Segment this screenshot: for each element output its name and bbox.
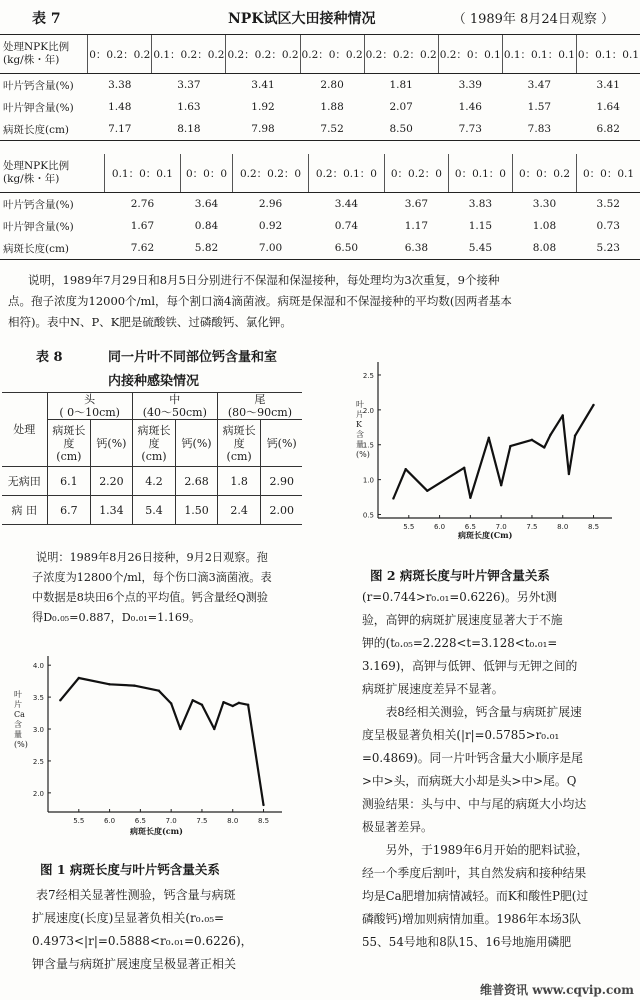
- text-line: 另外，于1989年6月开始的肥料试验，: [362, 843, 589, 857]
- table7-label: 表 7: [32, 11, 61, 27]
- table7-title: NPK试区大田接种情况: [228, 11, 376, 27]
- figure1-chart: [20, 640, 290, 852]
- treatment-cell: 0.1：0.1：0.1: [502, 35, 576, 74]
- note-line: 得D₀.₀₅=0.887，D₀.₀₁=1.169。: [32, 611, 201, 624]
- table7-block1-header: [0, 35, 88, 74]
- table7-block2-header: [0, 154, 105, 193]
- data-cell: 3.37: [177, 79, 201, 91]
- sub-line: 病斑长: [137, 423, 171, 437]
- data-point: [158, 690, 160, 692]
- figure1-caption: 图 1 病斑长度与叶片钙含量关系: [40, 862, 220, 877]
- x-tick-label: 7.5: [196, 817, 208, 825]
- data-cell: 0.73: [596, 220, 620, 232]
- figure2-caption: 图 2 病斑长度与叶片钾含量关系: [370, 568, 550, 583]
- data-cell: 8.50: [364, 118, 438, 141]
- figure2-xlabel: 病斑长度(Cm): [458, 530, 513, 540]
- sub-line: (cm): [56, 449, 82, 463]
- position-name: 头: [84, 393, 96, 406]
- lesion-subheader: [217, 420, 261, 467]
- row-label: 病斑长度(cm): [0, 118, 88, 141]
- text-line: 度呈极显著负相关(|r|=0.5785>r₀.₀₁: [362, 728, 560, 742]
- table-row: [0, 237, 640, 260]
- data-cell: 8.08: [512, 237, 576, 260]
- data-cell: 1.46: [458, 101, 482, 113]
- header-line2: (kg/株・年): [3, 54, 60, 66]
- data-cell: 3.38: [108, 79, 132, 91]
- data-point: [405, 468, 407, 470]
- ca-subheader: 钙(%): [91, 420, 133, 467]
- text-line: 表7经相关显著性测验，钙含量与病斑: [36, 888, 236, 902]
- data-point: [262, 804, 264, 806]
- treatment-cell: 0.2：0：0.1: [438, 35, 502, 74]
- right-body-text: [362, 586, 638, 954]
- table8-note: [32, 548, 316, 628]
- text-line: 验，高钾的病斑扩展速度显著大于不施: [362, 613, 563, 627]
- data-point: [238, 702, 240, 704]
- data-point: [179, 728, 181, 730]
- data-point: [562, 414, 564, 416]
- sub-line: 度: [148, 436, 160, 450]
- data-cell: 5.82: [180, 237, 232, 260]
- sub-line: (cm): [226, 449, 252, 463]
- text-line: 钾含量与病斑扩展速度呈极显著正相关: [32, 957, 237, 971]
- text-line: 均是Ca肥增加病情减轻。而K和酸性P肥(过: [362, 889, 589, 903]
- data-cell: 2.76: [130, 198, 155, 210]
- data-cell: 1.57: [527, 101, 552, 113]
- y-tick-label: 2.0: [362, 406, 374, 415]
- x-tick-label: 7.5: [526, 523, 538, 531]
- text-line: 病斑扩展速度差异不显著。: [362, 682, 504, 696]
- sub-line: (cm): [141, 449, 167, 463]
- x-tick-label: 8.5: [257, 817, 270, 825]
- treatment-cell: 0.2：0.2：0.2: [364, 35, 438, 74]
- row-label: 无病田: [2, 467, 47, 496]
- data-cell: 7.00: [233, 237, 309, 260]
- sub-line: 度: [63, 436, 75, 450]
- y-tick-label: 4.0: [32, 662, 44, 671]
- data-point: [531, 439, 533, 441]
- y-tick-label: 0.5: [362, 511, 374, 520]
- table8: [2, 392, 302, 525]
- data-cell: 1.92: [251, 101, 275, 113]
- x-tick-label: 8.0: [557, 523, 569, 531]
- y-tick-label: 2.0: [32, 789, 44, 798]
- data-cell: 3.64: [194, 198, 219, 210]
- row-label: 叶片钾含量(%): [3, 220, 74, 233]
- data-cell: 3.41: [251, 79, 275, 91]
- data-cell: 3.39: [458, 79, 482, 91]
- data-cell: 0.92: [258, 220, 283, 232]
- treatment-cell: 0.1：0：0.1: [105, 154, 181, 193]
- data-point: [568, 473, 570, 475]
- treatment-cell: 0：0.1：0: [448, 154, 512, 193]
- data-point: [201, 704, 203, 706]
- ca-subheader: 钙(%): [176, 420, 218, 467]
- data-point: [392, 497, 394, 499]
- data-cell: 1.48: [108, 101, 132, 113]
- data-cell: 2.00: [261, 496, 302, 525]
- note-line: 子浓度为12800个/ml，每个伤口滴3滴菌液。表: [32, 571, 272, 584]
- note-line: 相符)。表中N、P、K肥是硫酸铁、过磷酸钙、氯化钾。: [8, 315, 292, 329]
- data-cell: 1.67: [130, 220, 155, 232]
- treatment-header: 处理: [2, 393, 47, 467]
- data-point: [469, 497, 471, 499]
- data-point: [500, 484, 502, 486]
- position-name: 中: [169, 393, 181, 406]
- treatment-cell: 0：0.2：0: [384, 154, 448, 193]
- data-point: [426, 490, 428, 492]
- data-cell: 2.80: [320, 79, 344, 91]
- treatment-cell: 0.1：0.2：0.2: [152, 35, 226, 74]
- data-cell: 1.64: [596, 101, 620, 113]
- table7-block2: [0, 154, 640, 260]
- lesion-subheader: [47, 420, 91, 467]
- position-header: [132, 393, 217, 420]
- text-line: 55、54号地和8队15、16号地施用磷肥: [362, 935, 572, 949]
- data-cell: 1.88: [320, 101, 344, 113]
- table7-note: [8, 270, 628, 333]
- data-cell: 7.17: [88, 118, 152, 141]
- x-tick-label: 6.0: [434, 523, 446, 531]
- text-line: 钾的(t₀.₀₅=2.228<t=3.128<t₀.₀₁=: [362, 636, 558, 650]
- x-tick-label: 8.0: [227, 817, 239, 825]
- y-tick-label: 2.5: [32, 757, 44, 766]
- figure1-xlabel: 病斑长度(cm): [130, 826, 183, 836]
- table-row: [2, 467, 302, 496]
- data-cell: 5.45: [448, 237, 512, 260]
- table7-block1: [0, 34, 640, 141]
- data-point: [192, 699, 194, 701]
- text-line: (r=0.744>r₀.₀₁=0.6226)。另外t测: [362, 590, 558, 604]
- data-cell: 3.67: [404, 198, 429, 210]
- treatment-cell: 0：0.2：0.2: [88, 35, 152, 74]
- data-cell: 3.47: [527, 79, 552, 91]
- series-line: [60, 678, 263, 805]
- table8-title-line1: 同一片叶不同部位钙含量和室: [108, 350, 278, 365]
- data-cell: 1.17: [404, 220, 429, 232]
- data-point: [509, 445, 511, 447]
- data-cell: 2.68: [176, 467, 218, 496]
- data-point: [488, 437, 490, 439]
- treatment-cell: 0.2：0.2：0.2: [226, 35, 300, 74]
- treatment-cell: 0：0：0.1: [576, 154, 640, 193]
- x-tick-label: 5.5: [73, 817, 85, 825]
- table-row: [0, 74, 640, 97]
- figure2-ylabel: 叶片K含量(%): [356, 400, 370, 459]
- table-row: [0, 118, 640, 141]
- data-cell: 6.38: [384, 237, 448, 260]
- position-range: ( 0～10cm): [59, 406, 120, 419]
- watermark: 维普资讯 www.cqvip.com: [480, 983, 634, 997]
- text-line: >中>头，而病斑大小却是头>中>尾。Q: [362, 774, 577, 788]
- data-cell: 7.83: [502, 118, 576, 141]
- ca-subheader: 钙(%): [261, 420, 302, 467]
- data-point: [592, 404, 594, 406]
- data-cell: 3.83: [468, 198, 493, 210]
- data-cell: 2.90: [261, 467, 302, 496]
- y-tick-label: 1.5: [362, 441, 374, 450]
- table8-label: 表 8: [36, 350, 63, 365]
- x-tick-label: 5.5: [403, 523, 415, 531]
- text-line: 极显著差异。: [362, 820, 433, 834]
- x-tick-label: 6.0: [104, 817, 116, 825]
- text-line: 扩展速度(长度)呈显著负相关(r₀.₀₅=: [32, 911, 225, 925]
- sub-line: 度: [233, 436, 245, 450]
- x-tick-label: 6.5: [464, 523, 476, 531]
- row-label: 病 田: [2, 496, 47, 525]
- data-cell: 0.84: [194, 220, 219, 232]
- data-point: [59, 699, 61, 701]
- data-point: [78, 677, 80, 679]
- x-tick-label: 7.0: [495, 523, 507, 531]
- data-cell: 2.07: [389, 101, 413, 113]
- series-line: [393, 405, 593, 499]
- sub-line: 病斑长: [52, 423, 86, 437]
- data-cell: 2.4: [217, 496, 261, 525]
- note-line: 点。孢子浓度为12000个/ml，每个割口滴4滴菌液。病斑是保湿和不保湿接种的平均数(因两者基本: [8, 294, 512, 308]
- data-cell: 2.20: [91, 467, 133, 496]
- data-cell: 1.34: [91, 496, 133, 525]
- position-header: [47, 393, 132, 420]
- position-range: (40～50cm): [142, 406, 207, 419]
- row-label: 病斑长度(cm): [0, 237, 105, 260]
- treatment-cell: 0：0.1：0.1: [576, 35, 640, 74]
- note-line: 说明：1989年8月26日接种，9月2日观察。孢: [36, 551, 268, 564]
- data-cell: 4.2: [132, 467, 176, 496]
- text-line: 磷酸钙)增加则病情加重。1986年本场3队: [362, 912, 582, 926]
- data-cell: 0.74: [334, 220, 359, 232]
- text-line: 经一个季度后割叶，其自然发病和接种结果: [362, 866, 587, 880]
- table-row: [2, 496, 302, 525]
- table8-title-line2: 内接种感染情况: [108, 374, 200, 389]
- x-tick-label: 7.0: [165, 817, 177, 825]
- treatment-cell: 0.2：0.1：0: [308, 154, 384, 193]
- figure1-ylabel: 叶片Ca含量(%): [14, 690, 28, 749]
- text-line: 3.169)，高钾与低钾、低钾与无钾之间的: [362, 659, 578, 673]
- data-cell: 1.50: [176, 496, 218, 525]
- data-cell: 1.63: [177, 101, 201, 113]
- data-cell: 5.23: [576, 237, 640, 260]
- text-line: =0.4869)。同一片叶钙含量大小顺序是尾: [362, 751, 583, 765]
- left-body-text: [32, 884, 321, 976]
- treatment-cell: 0.2：0：0.2: [300, 35, 364, 74]
- x-tick-label: 8.5: [587, 523, 600, 531]
- position-name: 尾: [254, 393, 266, 406]
- row-label: 叶片钾含量(%): [3, 101, 74, 114]
- data-point: [247, 704, 249, 706]
- treatment-cell: 0：0：0.2: [512, 154, 576, 193]
- data-cell: 1.15: [468, 220, 493, 232]
- y-tick-label: 3.5: [32, 694, 44, 703]
- y-tick-label: 3.0: [32, 726, 44, 735]
- table7-date: （ 1989年 8月24日观察 ）: [452, 12, 614, 27]
- x-tick-label: 6.5: [134, 817, 146, 825]
- sub-line: 病斑长: [222, 423, 256, 437]
- data-point: [574, 434, 576, 436]
- data-cell: 5.4: [132, 496, 176, 525]
- data-cell: 3.41: [596, 79, 620, 91]
- lesion-subheader: [132, 420, 176, 467]
- position-range: (80～90cm): [227, 406, 292, 419]
- figure2-chart: [350, 352, 620, 552]
- table-row: [0, 193, 640, 216]
- y-tick-label: 2.5: [362, 371, 374, 380]
- data-cell: 3.44: [334, 198, 359, 210]
- data-cell: 6.82: [576, 118, 640, 141]
- data-cell: 7.98: [226, 118, 300, 141]
- data-point: [170, 702, 172, 704]
- data-cell: 6.50: [308, 237, 384, 260]
- data-cell: 7.73: [438, 118, 502, 141]
- y-tick-label: 1.0: [362, 476, 374, 485]
- data-cell: 1.8: [217, 467, 261, 496]
- position-header: [217, 393, 302, 420]
- note-line: 说明，1989年7月29日和8月5日分别进行不保湿和保湿接种，每处理均为3次重复，9个接种: [28, 273, 500, 287]
- data-cell: 7.52: [300, 118, 364, 141]
- header-line1: 处理NPK比例: [3, 160, 70, 172]
- row-label: 叶片钙含量(%): [3, 79, 74, 92]
- text-line: 测验结果：头与中、中与尾的病斑大小均达: [362, 797, 587, 811]
- data-cell: 3.52: [596, 198, 620, 210]
- data-cell: 3.30: [532, 198, 557, 210]
- data-point: [549, 434, 551, 436]
- table-row: [0, 96, 640, 118]
- data-point: [463, 467, 465, 469]
- note-line: 中数据是8块田6个点的平均值。钙含量经Q测验: [32, 591, 268, 604]
- text-line: 0.4973<|r|=0.5888<r₀.₀₁=0.6226)，: [32, 934, 253, 948]
- data-cell: 2.96: [258, 198, 283, 210]
- data-cell: 8.18: [152, 118, 226, 141]
- data-point: [133, 684, 135, 686]
- data-cell: 1.81: [389, 79, 413, 91]
- data-point: [222, 701, 224, 703]
- header-line1: 处理NPK比例: [3, 41, 70, 53]
- data-point: [213, 728, 215, 730]
- data-point: [232, 705, 234, 707]
- data-point: [108, 683, 110, 685]
- data-point: [543, 446, 545, 448]
- header-line2: (kg/株・年): [3, 173, 60, 185]
- text-line: 表8经相关测验，钙含量与病斑扩展速: [362, 705, 582, 719]
- row-label: 叶片钙含量(%): [3, 198, 74, 211]
- data-cell: 7.62: [105, 237, 181, 260]
- treatment-cell: 0.2：0.2：0: [233, 154, 309, 193]
- data-cell: 6.7: [47, 496, 91, 525]
- data-cell: 6.1: [47, 467, 91, 496]
- data-cell: 1.08: [532, 220, 557, 232]
- treatment-cell: 0：0：0: [180, 154, 232, 193]
- table-row: [0, 215, 640, 237]
- table7-heading: [8, 4, 632, 30]
